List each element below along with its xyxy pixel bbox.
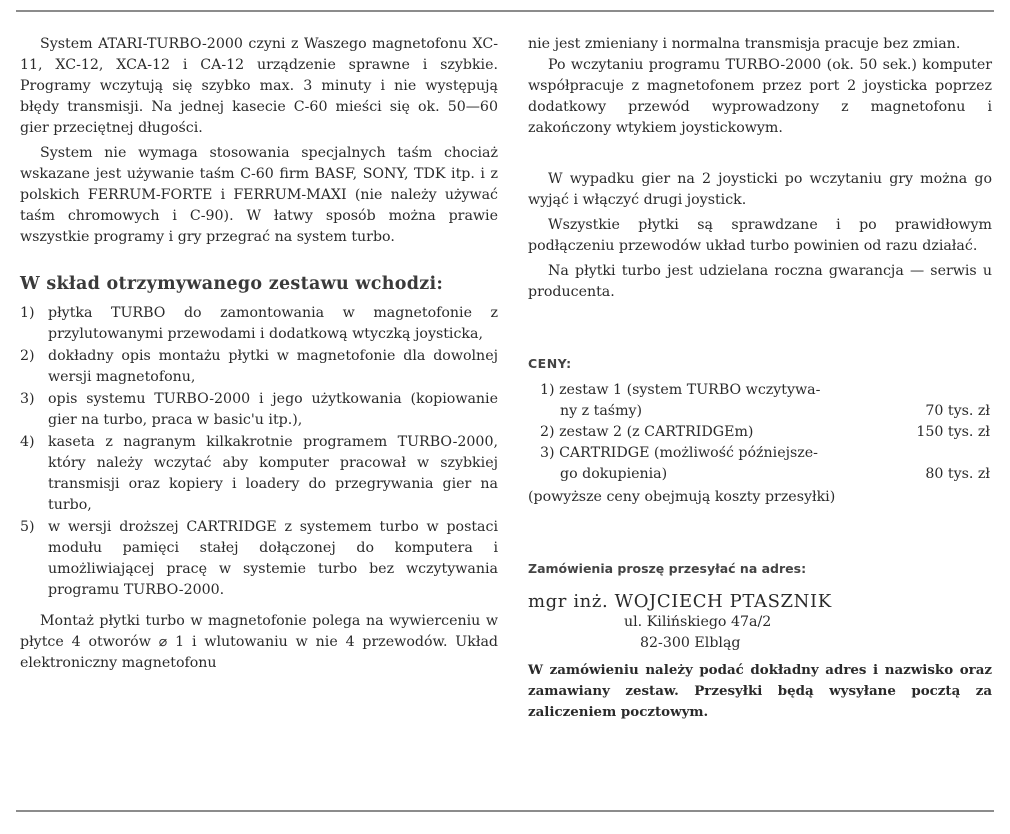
price-row: 2) zestaw 2 (z CARTRIDGEm) 150 tys. zł [540,422,992,443]
price-row: 1) zestaw 1 (system TURBO wczytywa- ny z taśmy) 70 tys. zł [540,380,992,422]
price-row: 3) CARTRIDGE (możliwość późniejsze- go dokupienia) 80 tys. zł [540,443,992,485]
kit-contents-heading: W skład otrzymywanego zestawu wchodzi: [20,274,444,294]
prices-note: (powyższe ceny obejmują koszty przesyłki) [528,489,836,505]
top-rule [16,10,994,12]
left-column [20,34,498,674]
price-list [528,380,992,485]
list-item: 5) w wersji droższej CARTRIDGE z systemem turbo w postaci modułu pamięci stałej dołączonej do komputera i umożliwiającej pracę w systemie turbo bez wczytywania programu TURBO-2000. [20,519,498,598]
list-item: 2) dokładny opis montażu płytki w magnetofonie dla dowolnej wersji magnetofonu, [20,348,498,385]
recipient-name: mgr inż. WOJCIECH PTASZNIK [528,591,832,612]
recipient-city: 82-300 Elbląg [640,635,741,651]
recipient-street: ul. Kilińskiego 47a/2 [624,614,772,630]
warranty-paragraph: Na płytki turbo jest udzielana roczna gwarancja — serwis u producenta. [528,263,992,300]
bottom-rule [16,810,994,812]
list-item: 3) opis systemu TURBO-2000 i jego użytkowania (kopiowanie gier na turbo, praca w basic'u itp.), [20,391,498,428]
joystick-port-paragraph: Po wczytaniu programu TURBO-2000 (ok. 50 sek.) komputer współpracuje z magnetofonem przez port 2 joysticka poprzez dodatkowy przewód wyprowadzony z magnetofonu i zakończony wtykiem joystickowym. [528,57,992,136]
order-instructions: W zamówieniu należy podać dokładny adres i nazwisko oraz zamawiany zestaw. Przesyłki będą wysyłane pocztą za zaliczeniem pocztowym. [528,662,992,720]
price-amount: 150 tys. zł [916,424,990,440]
right-column [528,34,992,723]
price-amount: 80 tys. zł [925,466,990,482]
list-item: 4) kaseta z nagranym kilkakrotnie programem TURBO-2000, który należy wczytać aby komputer pracował w szybkiej transmisji oraz kopiery i loadery do przegrywania gier na turbo, [20,434,498,513]
continued-paragraph: nie jest zmieniany i normalna transmisja pracuje bez zmian. [528,36,961,52]
kit-contents-list [20,303,498,601]
intro-paragraph-1: System ATARI-TURBO-2000 czyni z Waszego magnetofonu XC-11, XC-12, XCA-12 i CA-12 urządzenie sprawne i szybkie. Programy wczytują się szybko max. 3 minuty i nie występują błędy transmisji. Na jednej kasecie C-60 mieści się ok. 50—60 gier przeciętnej długości. [20,36,498,136]
testing-paragraph: Wszystkie płytki są sprawdzane i po prawidłowym podłączeniu przewodów układ turbo powinien od razu działać. [528,217,992,254]
two-joystick-paragraph: W wypadku gier na 2 joysticki po wczytaniu gry można go wyjąć i włączyć drugi joystick. [528,171,992,208]
intro-paragraph-2: System nie wymaga stosowania specjalnych taśm chociaż wskazane jest używanie taśm C-60 firm BASF, SONY, TDK itp. i z polskich FERRUM-FORTE i FERRUM-MAXI (nie należy używać taśm chromowych i C-90). W łatwy sposób można prawie wszystkie programy i gry przegrać na system turbo. [20,145,498,245]
price-amount: 70 tys. zł [925,403,990,419]
list-item: 1) płytka TURBO do zamontowania w magnetofonie z przylutowanymi przewodami i dodatkową wtyczką joysticka, [20,305,498,342]
assembly-paragraph: Montaż płytki turbo w magnetofonie polega na wywierceniu w płytce 4 otworów ⌀ 1 i wlutowaniu w nie 4 przewodów. Układ elektroniczny magnetofonu [20,613,498,671]
prices-heading: CENY: [528,356,572,371]
order-address-label: Zamówienia proszę przesyłać na adres: [528,561,807,576]
